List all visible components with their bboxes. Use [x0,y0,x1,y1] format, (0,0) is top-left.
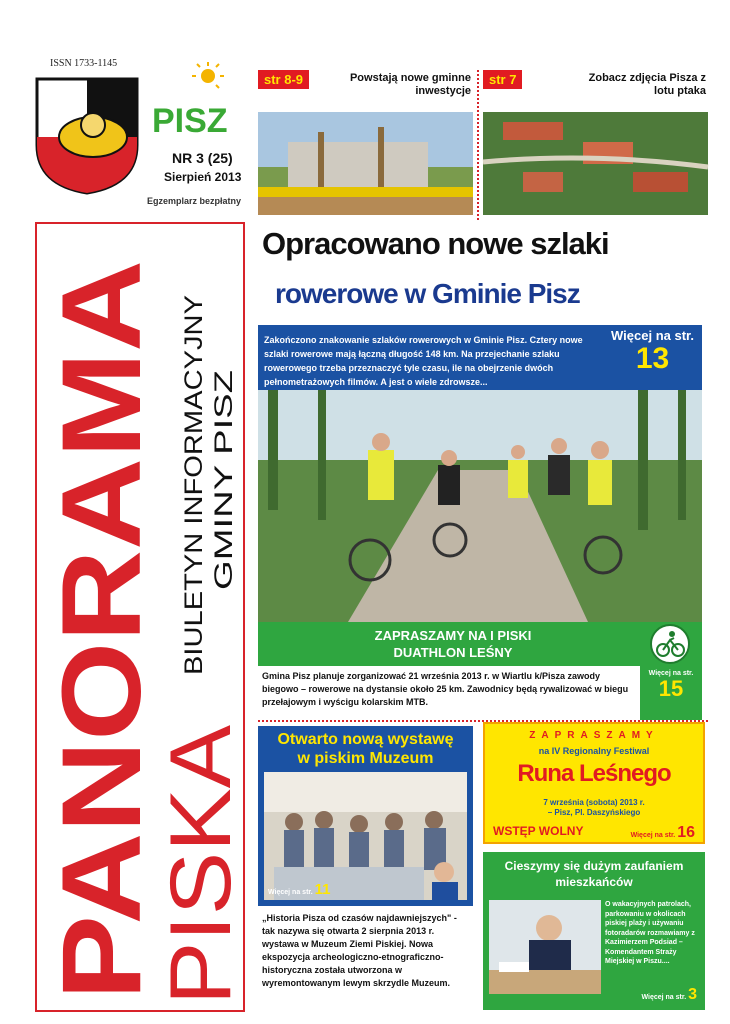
issue-number: NR 3 (25) [172,150,233,166]
museum-text: „Historia Pisza od czasów najdawniejszych" - tak nazywa się otwarta 2 sierpnia 2013 r. wystawa w Muzeum Ziemi Piskiej. Nowa ekspozycja archeologiczno-etnograficzno-historyczna została utworzona w wyremontowanym lewym skrzydle Muzeum. [262,913,457,988]
museum-more-link[interactable]: Więcej na str. 11 [268,881,331,898]
issue-date: Sierpień 2013 [164,170,242,184]
construction-photo [258,112,473,215]
lead-subheadline: rowerowe w Gminie Pisz [275,278,580,309]
museum-more-page: 11 [314,881,331,898]
issn-number: ISSN 1733-1145 [50,58,118,69]
title-piska [150,720,249,1010]
logo-text: PISZ [152,102,228,140]
panorama-text: PANORAMA [39,348,164,1000]
teaser-text: Powstają nowe gminne inwestycje [349,72,471,97]
teaser-investments[interactable] [258,70,473,215]
runa-free-entry: WSTĘP WOLNY [493,824,584,838]
cyclists-photo [258,390,702,622]
duathlon-more-link[interactable]: Więcej na str. 15 [640,666,702,720]
runa-invite: ZAPRASZAMY [529,730,659,741]
duathlon-banner [258,622,702,666]
museum-title: Otwarto nową wystawę w piskim Muzeum [277,731,454,767]
piska-text: PISKA [153,751,249,1005]
subtitle-line2: GMINY PISZ [210,445,238,590]
lead-intro-text: Zakończono znakowanie szlaków rowerowych w Gminie Pisz. Cztery nowe szlaki rowerowe mają łączną długość 148 km. Na przejechanie szlaku rowerowego trzeba przeznaczyć tyle czasu, ile na obejrzenie dwóch pełnometrażowych filmów. A jest o wiele zdrowsze... [264,335,583,387]
runa-festival: na IV Regionalny Festiwal [538,746,650,756]
lead-more-page: 13 [635,342,670,375]
subtitle-block [150,290,240,680]
museum-box [258,726,473,906]
pisz-logo [150,62,245,140]
runa-more-page: 16 [677,824,695,841]
trust-text: O wakacyjnych patrolach, parkowaniu w okolicach piskiej plaży i używaniu fotoradarów rozmawiamy z Kazimierzem Podsiad – Komendantem Straży Miejskiej w Piszu.... [605,901,695,965]
trust-more-link[interactable]: Więcej na str. 3 [641,986,697,1003]
coat-of-arms-icon [33,75,141,197]
teaser-page-tag: str 7 [483,70,522,89]
lead-headline: Opracowano nowe szlaki [262,226,609,261]
duathlon-title: ZAPRASZAMY NA I PISKI DUATHLON LEŚNY [374,628,532,660]
trust-title: Cieszymy się dużym zaufaniem mieszkańców [504,859,684,889]
duathlon-cyclist-icon [650,624,690,664]
sun-icon [150,62,245,140]
duathlon-text: Gmina Pisz planuje zorganizować 21 września 2013 r. w Wiartlu k/Pisza zawody biegowo – rowerowe na dystansie około 25 km. Zawodnicy będą rywalizować w biegu przełajowym i wyścigu kolarskim MTB. [262,671,629,707]
runa-festival-box [483,722,705,844]
teaser-text: Zobacz zdjęcia Pisza z lotu ptaka [588,72,706,97]
commandant-photo [489,900,601,994]
trust-box [483,852,705,1010]
lead-more-link[interactable]: Więcej na str. 13 [611,328,694,375]
teaser-page-tag: str 8-9 [258,70,309,89]
lead-intro-box [258,325,702,390]
runa-more-link[interactable]: Więcej na str. 16 [630,824,695,841]
aerial-photo [483,112,708,215]
runa-name: Runa Leśnego [517,760,671,787]
teaser-aerial[interactable] [483,70,708,215]
teaser-divider [477,70,479,220]
duathlon-more-page: 15 [658,676,684,701]
free-copy-label: Egzemplarz bezpłatny [147,196,242,206]
runa-when: 7 września (sobota) 2013 r. – Pisz, Pl. Daszyńskiego [543,798,645,817]
title-panorama [39,240,164,1010]
subtitle-line1: BIULETYN INFORMACYJNY [180,348,208,675]
trust-more-page: 3 [688,986,697,1003]
